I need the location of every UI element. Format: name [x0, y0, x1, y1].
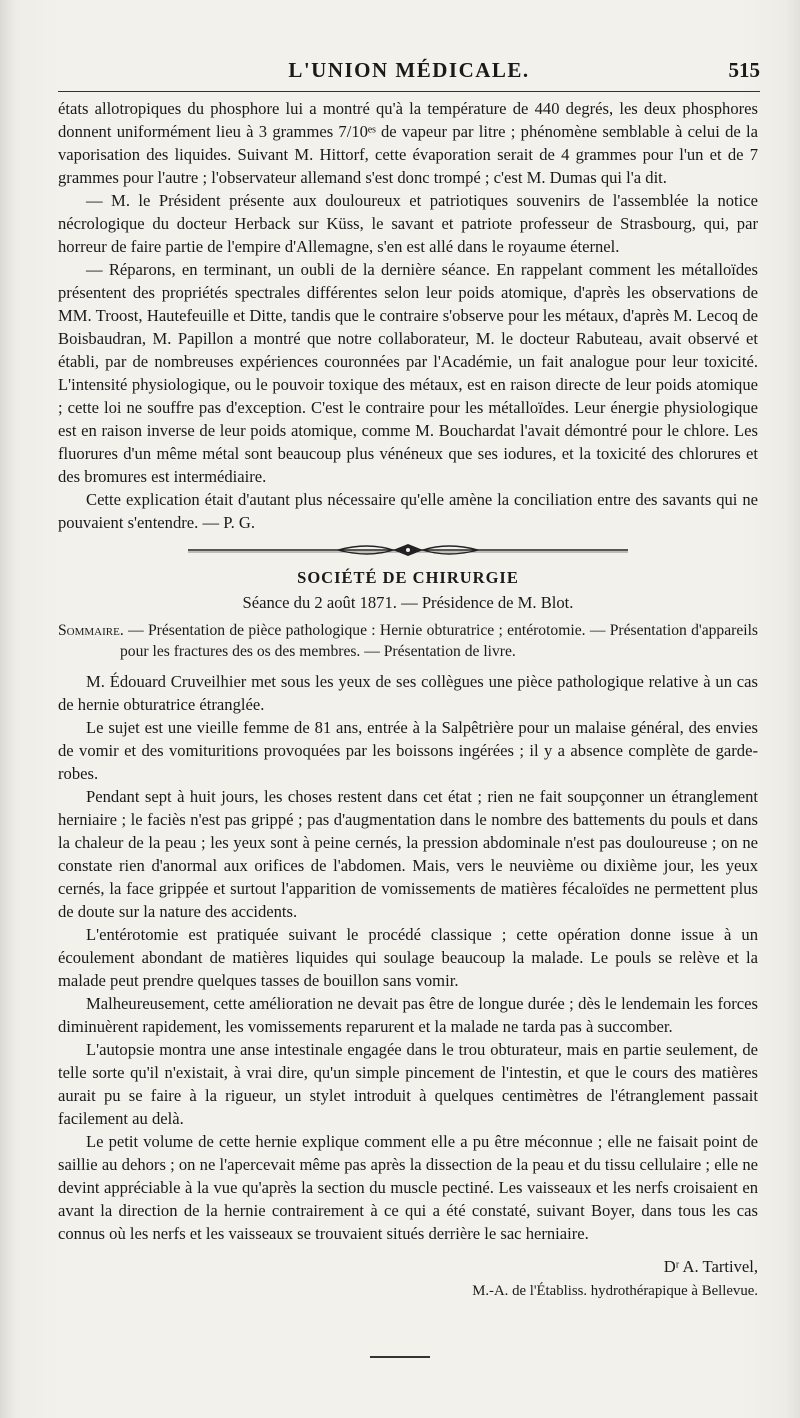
paragraph: — Réparons, en terminant, un oubli de la dernière séance. En rappelant comment les métalloïdes présentent des propriétés spectrales différentes selon leur poids atomique, d'après les observations de MM. Troost, Hautefeuille et Ditte, tandis que le contraire s'observe pour les métaux, d'après M. Lecoq de Boisbaudran, M. Papillon a montré que notre collaborateur, M. le docteur Rabuteau, avait observé et établi, par de nombreuses expériences couronnées par l'Académie, un fait analogue pour leur toxicité. L'intensité physiologique, ou le pouvoir toxique des métaux, est en raison directe de leur poids atomique ; cette loi ne souffre pas d'exception. C'est le contraire pour les métalloïdes. Leur énergie physiologique est en raison inverse de leur poids atomique, comme M. Bouchardat l'avait démontré pour le chlore. Les fluorures d'un même métal sont beaucoup plus vénéneux que ses iodures, et la toxicité des chlorures et des bromures est intermédiaire.	[58, 260, 758, 486]
paragraph: M. Édouard Cruveilhier met sous les yeux de ses collègues une pièce pathologique relative à un cas de hernie obturatrice étranglée.	[58, 672, 758, 714]
running-title: L'UNION MÉDICALE.	[288, 58, 530, 82]
paragraph: — M. le Président présente aux douloureux et patriotiques souvenirs de l'assemblée la notice nécrologique du docteur Herback sur Küss, le savant et patriote professeur de Strasbourg, qui, par horreur de faire partie de l'empire d'Allemagne, s'en est allé dans le royaume éternel.	[58, 191, 758, 256]
paragraph: Cette explication était d'autant plus nécessaire qu'elle amène la conciliation entre des savants qui ne pouvaient s'entendre. — P. G.	[58, 490, 758, 532]
header-rule	[58, 91, 760, 92]
paragraph: Malheureusement, cette amélioration ne devait pas être de longue durée ; dès le lendemain les forces diminuèrent rapidement, les vomissements reparurent et la malade ne tarda pas à succomber.	[58, 994, 758, 1036]
paragraph: Le sujet est une vieille femme de 81 ans, entrée à la Salpêtrière pour un malaise général, des envies de vomir et des vomituritions provoquées par les boissons ingérées ; il y a absence complète de garde-robes.	[58, 718, 758, 783]
sommaire-label: Sommaire.	[58, 622, 124, 639]
paragraph: Le petit volume de cette hernie explique comment elle a pu être méconnue ; elle ne faisait point de saillie au dehors ; on ne l'apercevait même pas après la dissection de la peau et du tissu cellulaire ; elle ne devint appréciable à la vue qu'après la section du muscle pectiné. Les vaisseaux et les nerfs croisaient en avant la direction de la hernie contrairement à ce qui a été constaté, suivant Boyer, dans tous les cas connus où les nerfs et les vaisseaux se trouvaient situés derrière le sac herniaire.	[58, 1132, 758, 1243]
paragraph: L'entérotomie est pratiquée suivant le procédé classique ; cette opération donne issue à un écoulement abondant de matières liquides qui soulage beaucoup la malade. Le pouls se relève et la malade peut prendre quelques tasses de bouillon sans vomir.	[58, 925, 758, 990]
author-signature: Dʳ A. Tartivel,	[663, 1257, 758, 1276]
paragraph: Pendant sept à huit jours, les choses restent dans cet état ; rien ne fait soupçonner un étranglement herniaire ; le faciès n'est pas grippé ; pas d'augmentation dans le nombre des battements du pouls et dans la chaleur de la peau ; les yeux sont à peine cernés, la pression abdominale n'est pas douloureuse ; on ne constate rien d'anormal aux orifices de l'abdomen. Mais, vers le neuvième ou dixième jour, les yeux cernés, la face grippée et surtout l'apparition de vomissements de matières fécaloïdes ne permettent plus de doute sur la nature des accidents.	[58, 787, 758, 921]
page-header	[58, 58, 760, 88]
author-affiliation: M.-A. de l'Établiss. hydrothérapique à Bellevue.	[472, 1283, 758, 1299]
sommaire-text: — Présentation de pièce pathologique : Hernie obturatrice ; entérotomie. — Présentation d'appareils pour les fractures des os des membres. — Présentation de livre.	[120, 622, 758, 660]
page-number: 515	[728, 58, 760, 82]
footer-rule	[370, 1356, 430, 1358]
article-body	[58, 97, 758, 1303]
section-title: SOCIÉTÉ DE CHIRURGIE	[297, 568, 519, 587]
session-line: Séance du 2 août 1871. — Présidence de M. Blot.	[242, 593, 574, 612]
decorative-separator-ornament	[188, 542, 628, 558]
sommaire	[58, 620, 758, 662]
paragraph: L'autopsie montra une anse intestinale engagée dans le trou obturateur, mais en partie seulement, de telle sorte qu'il n'existait, à vrai dire, qu'un simple pincement de l'intestin, et que le cours des matières aurait pu se faire à la rigueur, un stylet introduit à quelques centimètres de l'étranglement passait facilement au delà.	[58, 1040, 758, 1128]
paragraph: états allotropiques du phosphore lui a montré qu'à la température de 440 degrés, les deux phosphores donnent uniformément lieu à 3 grammes 7/10ᵉˢ de vapeur par litre ; phénomène semblable à celui de la vaporisation des liquides. Suivant M. Hittorf, cette évaporation serait de 4 grammes pour l'un et de 7 grammes pour l'autre ; l'observateur allemand s'est donc trompé ; c'est M. Dumas qui l'a dit.	[58, 99, 758, 187]
